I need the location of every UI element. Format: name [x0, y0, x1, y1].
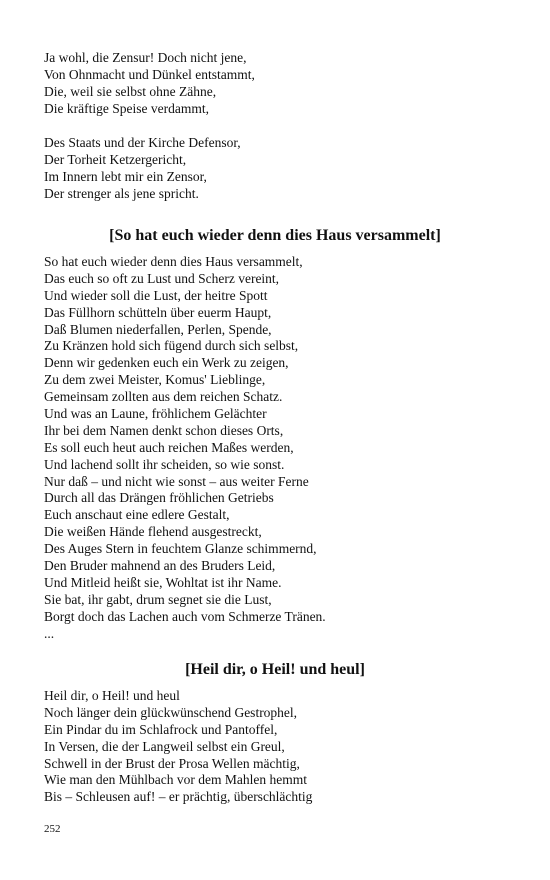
poem2-title: [So hat euch wieder denn dies Haus versammelt]: [109, 227, 441, 244]
verse-line: Und lachend sollt ihr scheiden, so wie sonst.: [44, 456, 285, 472]
verse-line: Bis – Schleusen auf! – er prächtig, überschlächtig: [44, 789, 313, 805]
verse-line: Im Innern lebt mir ein Zensor,: [44, 168, 207, 184]
verse-line: Die, weil sie selbst ohne Zähne,: [44, 83, 217, 99]
verse-line: Durch all das Drängen fröhlichen Getriebs: [44, 490, 274, 506]
verse-line: Es soll euch heut auch reichen Maßes werden,: [44, 439, 294, 455]
verse-line: Ein Pindar du im Schlafrock und Pantoffel,: [44, 721, 278, 737]
verse-line: Der Torheit Ketzergericht,: [44, 151, 187, 167]
poem2-body: [44, 254, 524, 642]
verse-line: Und was an Laune, fröhlichem Gelächter: [44, 406, 267, 422]
verse-line: Der strenger als jene spricht.: [44, 185, 199, 201]
verse-line: Schwell in der Brust der Prosa Wellen mächtig,: [44, 755, 300, 771]
ellipsis: ...: [44, 625, 55, 641]
verse-line: Zu dem zwei Meister, Komus' Lieblinge,: [44, 372, 266, 388]
verse-line: Das Füllhorn schütteln über euerm Haupt,: [44, 304, 272, 320]
verse-line: Euch anschaut eine edlere Gestalt,: [44, 507, 230, 523]
verse-line: Gemeinsam zollten aus dem reichen Schatz.: [44, 389, 283, 405]
verse-line: Von Ohnmacht und Dünkel entstammt,: [44, 66, 255, 82]
poem1-stanza1: [44, 50, 524, 118]
poem3-title: [Heil dir, o Heil! und heul]: [185, 661, 365, 678]
poem3-body: [44, 688, 524, 806]
verse-line: Zu Kränzen hold sich fügend durch sich selbst,: [44, 338, 299, 354]
verse-line: Und wieder soll die Lust, der heitre Spott: [44, 287, 268, 303]
verse-line: Denn wir gedenken euch ein Werk zu zeigen,: [44, 355, 289, 371]
verse-line: Die kräftige Speise verdammt,: [44, 100, 209, 116]
verse-line: Nur daß – und nicht wie sonst – aus weiter Ferne: [44, 473, 309, 489]
verse-line: Wie man den Mühlbach vor dem Mahlen hemmt: [44, 772, 308, 788]
verse-line: Noch länger dein glückwünschend Gestrophel,: [44, 704, 298, 720]
verse-line: Heil dir, o Heil! und heul: [44, 688, 180, 703]
verse-line: Daß Blumen niederfallen, Perlen, Spende,: [44, 321, 272, 337]
verse-line: Des Staats und der Kirche Defensor,: [44, 135, 241, 150]
verse-line: Borgt doch das Lachen auch vom Schmerze Tränen.: [44, 608, 326, 624]
verse-line: Ihr bei dem Namen denkt schon dieses Orts,: [44, 422, 284, 438]
verse-line: Die weißen Hände flehend ausgestreckt,: [44, 524, 262, 540]
verse-line: So hat euch wieder denn dies Haus versammelt,: [44, 254, 303, 269]
verse-line: Ja wohl, die Zensur! Doch nicht jene,: [44, 50, 247, 65]
verse-line: Das euch so oft zu Lust und Scherz vereint,: [44, 270, 280, 286]
page-number: 252: [44, 823, 61, 835]
verse-line: Sie bat, ihr gabt, drum segnet sie die Lust,: [44, 591, 272, 607]
verse-line: Und Mitleid heißt sie, Wohltat ist ihr Name.: [44, 574, 282, 590]
verse-line: Den Bruder mahnend an des Bruders Leid,: [44, 558, 276, 574]
verse-line: In Versen, die der Langweil selbst ein Greul,: [44, 738, 285, 754]
poem1-stanza2: [44, 135, 524, 203]
verse-line: Des Auges Stern in feuchtem Glanze schimmernd,: [44, 541, 317, 557]
